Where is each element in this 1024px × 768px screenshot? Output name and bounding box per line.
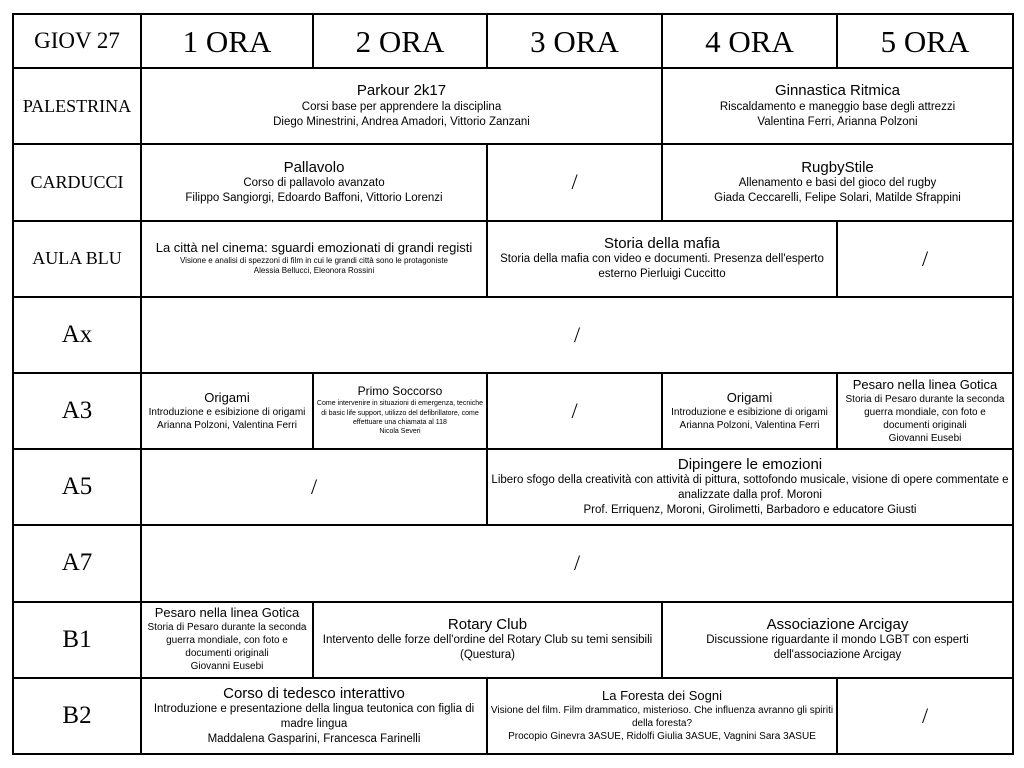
empty-slot: / [141,297,1013,373]
activity-description: Visione del film. Film drammatico, misterioso. Che influenza avranno gli spiriti della foresta? [490,704,834,729]
activity-people: Filippo Sangiorgi, Edoardo Baffoni, Vittorio Lorenzi [185,192,443,205]
activity-rugby [662,144,1013,220]
activity-people: Arianna Polzoni, Valentina Ferri [679,419,820,431]
room-label-a3: A3 [13,373,141,449]
room-label-a7: A7 [13,525,141,601]
activity-people: Alessia Bellucci, Eleonora Rossini [253,266,375,276]
activity-pesaro-b1 [141,602,313,678]
room-label-carducci: CARDUCCI [13,144,141,220]
activity-people: Giovanni Eusebi [190,661,264,673]
activity-origami-2 [662,373,837,449]
schedule-table [12,13,1014,755]
room-label-b2: B2 [13,678,141,754]
activity-title: Pallavolo [283,158,345,176]
activity-parkour [141,68,662,144]
activity-description: Introduzione e presentazione della lingua teutonica con figlia di madre lingua [153,702,475,730]
activity-title: Primo Soccorso [357,384,443,399]
activity-title: Pesaro nella linea Gotica [852,376,998,392]
activity-people: Giada Ceccarelli, Felipe Solari, Matilde Sfrappini [714,192,961,205]
activity-title: Origami [204,389,250,405]
activity-title: Parkour 2k17 [356,82,447,100]
activity-description: Intervento delle forze dell'ordine del Rotary Club su temi sensibili (Questura) [322,634,653,662]
empty-slot: / [837,221,1013,297]
activity-description: Corsi base per apprendere la disciplina [301,100,502,113]
hour-header-4: 4 ORA [662,14,837,68]
activity-title: Ginnastica Ritmica [774,82,901,100]
activity-title: Corso di tedesco interattivo [223,684,405,702]
activity-description: Libero sfogo della creatività con attività di pittura, sottofondo musicale, visione di opere commentate e analizzate dalla prof. Moroni [491,474,1009,502]
room-label-a5: A5 [13,449,141,525]
row-b1 [13,602,1013,678]
activity-people: Nicola Severi [379,428,421,436]
activity-people: Diego Minestrini, Andrea Amadori, Vittorio Zanzani [273,115,530,128]
row-a5 [13,449,1013,525]
activity-description: Allenamento e basi del gioco del rugby [738,176,937,189]
activity-mafia [487,221,837,297]
row-a3 [13,373,1013,449]
row-carducci [13,144,1013,220]
room-label-b1: B1 [13,602,141,678]
hour-header-2: 2 ORA [313,14,487,68]
activity-title: Origami [726,389,773,405]
row-palestrina [13,68,1013,144]
empty-slot: / [487,373,662,449]
empty-slot: / [837,678,1013,754]
hour-header-5: 5 ORA [837,14,1013,68]
activity-title: Associazione Arcigay [766,615,909,633]
activity-description: Introduzione e esibizione di origami [671,406,828,418]
empty-slot: / [141,525,1013,601]
activity-people: Maddalena Gasparini, Francesca Farinelli [207,733,421,746]
activity-pesaro-a3 [837,373,1013,449]
row-a7 [13,525,1013,601]
activity-people: Arianna Polzoni, Valentina Ferri [157,419,297,431]
activity-people: Giovanni Eusebi [888,432,962,444]
row-aula-blu [13,221,1013,297]
header-row [13,14,1013,68]
activity-description: Come intervenire in situazioni di emergenza, tecniche di basic life support, utilizzo del defibrillatore, come effettuare una chiamata al 118 [316,400,484,426]
activity-primo-soccorso [313,373,487,449]
activity-rotary [313,602,662,678]
activity-title: Rotary Club [447,615,528,633]
activity-people: Prof. Erriquenz, Moroni, Girolimetti, Barbadoro e educatore Giusti [583,504,917,517]
activity-origami-1 [141,373,313,449]
activity-description: Storia di Pesaro durante la seconda guerra mondiale, con foto e documenti originali [845,393,1005,431]
activity-description: Riscaldamento e maneggio base degli attrezzi [719,100,956,113]
day-label: GIOV 27 [13,14,141,68]
activity-pallavolo [141,144,487,220]
activity-tedesco [141,678,487,754]
activity-title: Dipingere le emozioni [677,455,823,473]
activity-cinema [141,221,487,297]
activity-title: Pesaro nella linea Gotica [154,605,300,621]
empty-slot: / [487,144,662,220]
room-label-ax: Ax [13,297,141,373]
row-ax [13,297,1013,373]
hour-header-3: 3 ORA [487,14,662,68]
activity-description: Storia della mafia con video e documenti. Presenza dell'esperto esterno Pierluigi Cuccitto [500,253,824,281]
activity-emozioni [487,449,1013,525]
room-label-aula-blu: AULA BLU [13,221,141,297]
activity-description: Introduzione e esibizione di origami [148,406,306,418]
activity-description: Storia di Pesaro durante la seconda guerra mondiale, con foto e documenti originali [147,622,307,660]
activity-people: Procopio Ginevra 3ASUE, Ridolfi Giulia 3ASUE, Vagnini Sara 3ASUE [508,730,816,742]
empty-slot: / [141,449,487,525]
activity-description: Corso di pallavolo avanzato [243,176,385,189]
hour-header-1: 1 ORA [141,14,313,68]
activity-title: La città nel cinema: sguardi emozionati di grandi registi [155,239,473,255]
activity-title: La Foresta dei Sogni [602,687,722,703]
activity-ginnastica [662,68,1013,144]
activity-title: RugbyStile [801,158,874,176]
row-b2 [13,678,1013,754]
room-label-palestrina: PALESTRINA [13,68,141,144]
activity-title: Storia della mafia [604,234,720,252]
activity-foresta [487,678,837,754]
activity-people: Valentina Ferri, Arianna Polzoni [757,115,918,128]
activity-arcigay [662,602,1013,678]
activity-description: Visione e analisi di spezzoni di film in cui le grandi città sono le protagoniste [179,255,448,265]
activity-description: Discussione riguardante il mondo LGBT con esperti dell'associazione Arcigay [706,634,969,662]
